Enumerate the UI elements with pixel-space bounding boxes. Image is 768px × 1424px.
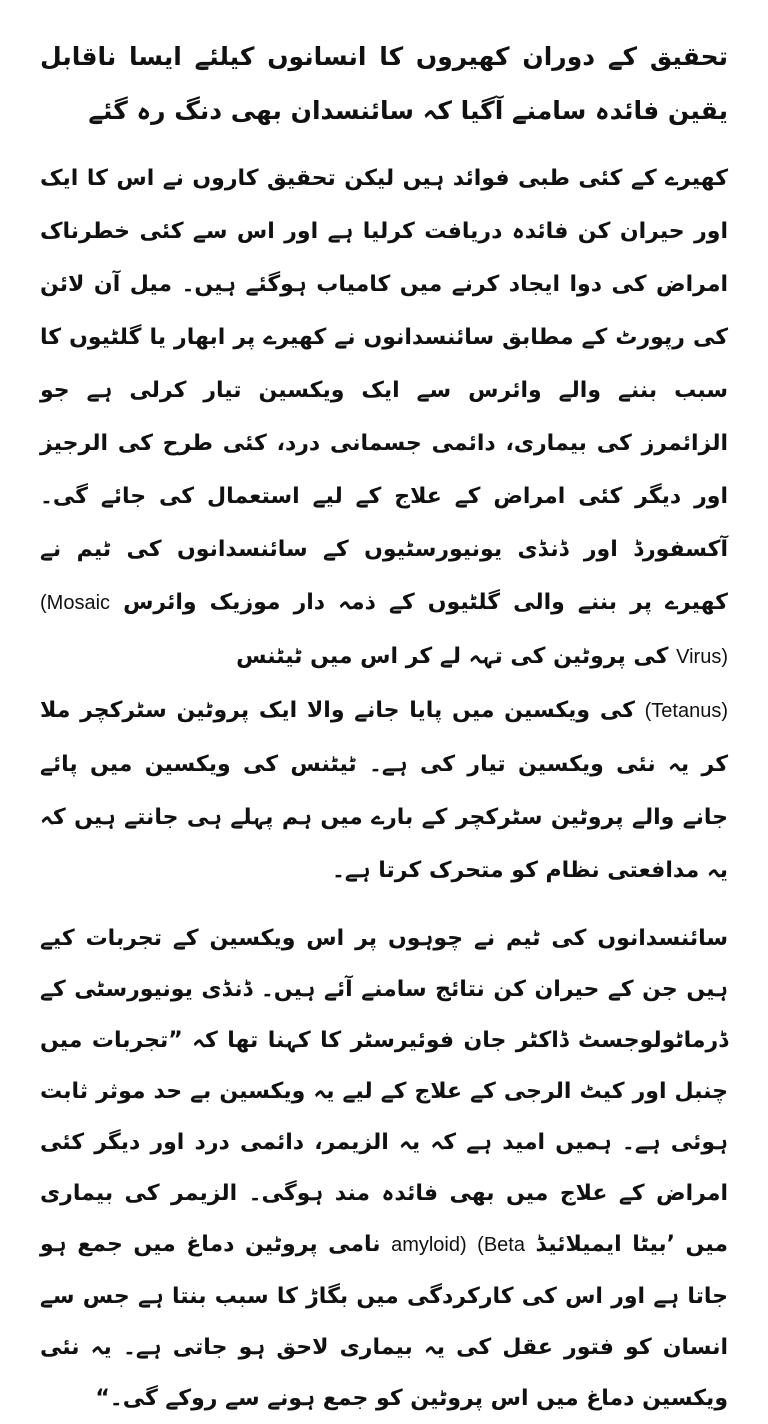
paragraph-1-text-continued: کی پروٹین کی تہہ لے کر اس میں ٹیٹنس	[236, 644, 669, 669]
paragraph-1-text: کھیرے کے کئی طبی فوائد ہیں لیکن تحقیق کاروں نے اس کا ایک اور حیران کن فائدہ دریافت کرلیا ہے اور اس سے کئی خطرناک امراض کی دوا ایجاد کرنے میں کامیاب ہوگئے ہیں۔ میل آن لائن کی رپورٹ کے مطابق سائنسدانوں نے کھیرے پر ابھار یا گلٹیوں کا سبب بننے والے وائرس سے ایک ویکسین تیار کرلی ہے جو الزائمرز کی بیماری، دائمی جسمانی درد، کئی طرح کی الرجیز اور دیگر کئی امراض کے علاج کے لیے استعمال کی جائے گی۔ آکسفورڈ اور ڈنڈی یونیورسٹیوں کے سائنسدانوں کی ٹیم نے کھیرے پر بننے والی گلٹیوں کے ذمہ دار موزیک وائرس	[40, 166, 728, 615]
paragraph-3-text-continued: نامی پروٹین دماغ میں جمع ہو جاتا ہے اور اس کی کارکردگی میں بگاڑ کا سبب بنتا ہے جس سے انسان کو فتور عقل کی یہ بیماری لاحق ہو جاتی ہے۔ یہ نئی ویکسین دماغ میں اس پروٹین کو جمع ہونے سے روکے گی۔“	[40, 1232, 728, 1411]
article-paragraph-3	[40, 913, 728, 1424]
term-mosaic-virus: (Mosaic Virus)	[40, 592, 728, 668]
article-paragraph-2	[40, 684, 728, 897]
article-paragraph-1	[40, 152, 728, 684]
paragraph-3-text: سائنسدانوں کی ٹیم نے چوہوں پر اس ویکسین کے تجربات کیے ہیں جن کے حیران کن نتائج سامنے آئے ہیں۔ ڈنڈی یونیورسٹی کے ڈرماٹولوجسٹ ڈاکٹر جان فوئیرسٹر کا کہنا تھا کہ ”تجربات میں چنبل اور کیٹ الرجی کے علاج کے لیے یہ ویکسین بے حد موثر ثابت ہوئی ہے۔ ہمیں امید ہے کہ یہ الزیمر، دائمی درد اور دیگر کئی امراض کے علاج میں بھی فائدہ مند ہوگی۔ الزیمر کی بیماری میں ’بیٹا ایمیلائیڈ	[40, 926, 728, 1257]
term-tetanus: (Tetanus)	[644, 700, 728, 722]
term-beta: (Beta	[477, 1234, 525, 1256]
term-amyloid: amyloid)	[391, 1234, 467, 1256]
article-headline: تحقیق کے دوران کھیروں کا انسانوں کیلئے ایسا ناقابل یقین فائدہ سامنے آگیا کہ سائنسدان بھی دنگ رہ گئے	[40, 42, 728, 125]
paragraph-2-text: کی ویکسین میں پایا جانے والا ایک پروٹین سٹرکچر ملا کر یہ نئی ویکسین تیار کی ہے۔ ٹیٹنس کی ویکسین میں پائے جانے والے پروٹین سٹرکچر کے بارے میں ہم پہلے ہی جانتے ہیں کہ یہ مدافعتی نظام کو متحرک کرتا ہے۔	[40, 698, 728, 883]
